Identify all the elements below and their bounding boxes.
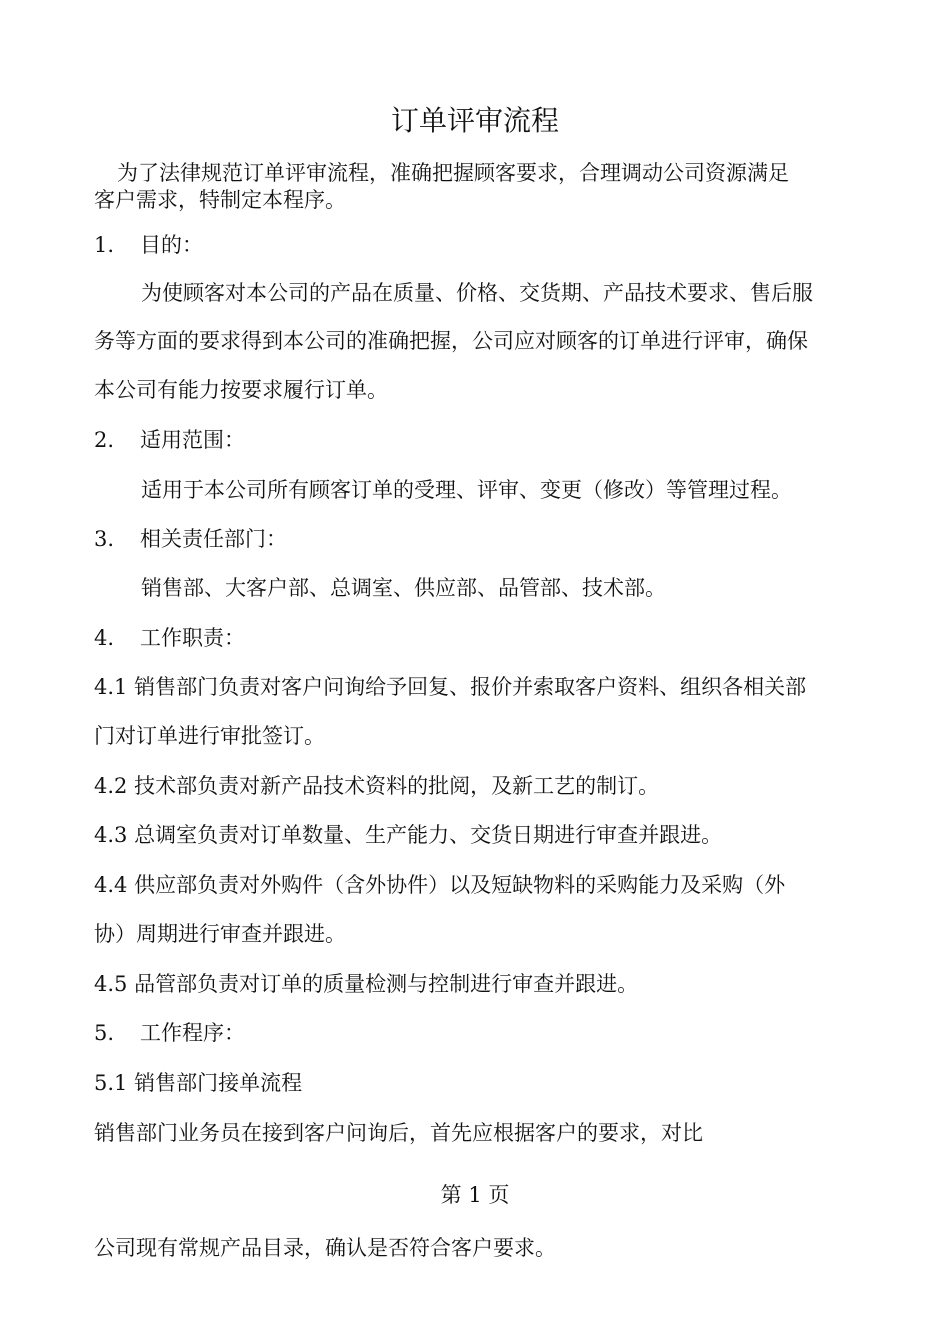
section-3-text: 销售部、大客户部、总调室、供应部、品管部、技术部。 [141,576,666,600]
item-4-1-line-1: 4.1 销售部门负责对客户问询给予回复、报价并索取客户资料、组织各相关部 [94,675,807,699]
section-heading-text: 目的： [140,233,203,257]
section-2-heading [94,426,245,454]
item-4-5: 4.5 品管部负责对订单的质量检测与控制进行审查并跟进。 [94,972,639,996]
section-5-heading [94,1019,245,1047]
item-4-1-line-2: 门对订单进行审批签订。 [94,724,325,748]
page-title: 订单评审流程 [390,104,559,137]
section-2-text: 适用于本公司所有顾客订单的受理、评审、变更（修改）等管理过程。 [141,478,792,502]
section-3-heading [94,525,287,553]
section-heading-text: 相关责任部门： [140,527,287,551]
section-1-text-line-3: 本公司有能力按要求履行订单。 [94,378,388,402]
item-4-4-line-1: 4.4 供应部负责对外购件（含外协件）以及短缺物料的采购能力及采购（外 [94,873,786,897]
section-4-heading [94,624,245,652]
section-number: 1. [94,233,115,257]
intro-line-2: 客户需求，特制定本程序。 [94,188,346,212]
section-5-text-line-1: 销售部门业务员在接到客户问询后，首先应根据客户的要求，对比 [94,1121,703,1145]
section-number: 4. [94,626,115,650]
section-number: 2. [94,428,115,452]
section-1-heading [94,231,203,259]
section-1-text-line-1: 为使顾客对本公司的产品在质量、价格、交货期、产品技术要求、售后服 [141,281,813,305]
item-4-4-line-2: 协）周期进行审查并跟进。 [94,922,346,946]
section-heading-text: 适用范围： [140,428,245,452]
item-5-1: 5.1 销售部门接单流程 [94,1071,303,1095]
section-heading-text: 工作职责： [140,626,245,650]
section-1-text-line-2: 务等方面的要求得到本公司的准确把握，公司应对顾客的订单进行评审，确保 [94,329,808,353]
next-page-line: 公司现有常规产品目录，确认是否符合客户要求。 [94,1236,556,1260]
item-4-2: 4.2 技术部负责对新产品技术资料的批阅，及新工艺的制订。 [94,774,660,798]
intro-line-1: 为了法律规范订单评审流程，准确把握顾客要求，合理调动公司资源满足 [117,161,789,185]
section-number: 5. [94,1021,115,1045]
section-number: 3. [94,527,115,551]
section-heading-text: 工作程序： [140,1021,245,1045]
item-4-3: 4.3 总调室负责对订单数量、生产能力、交货日期进行审查并跟进。 [94,823,723,847]
page-footer: 第 1 页 [440,1183,510,1207]
